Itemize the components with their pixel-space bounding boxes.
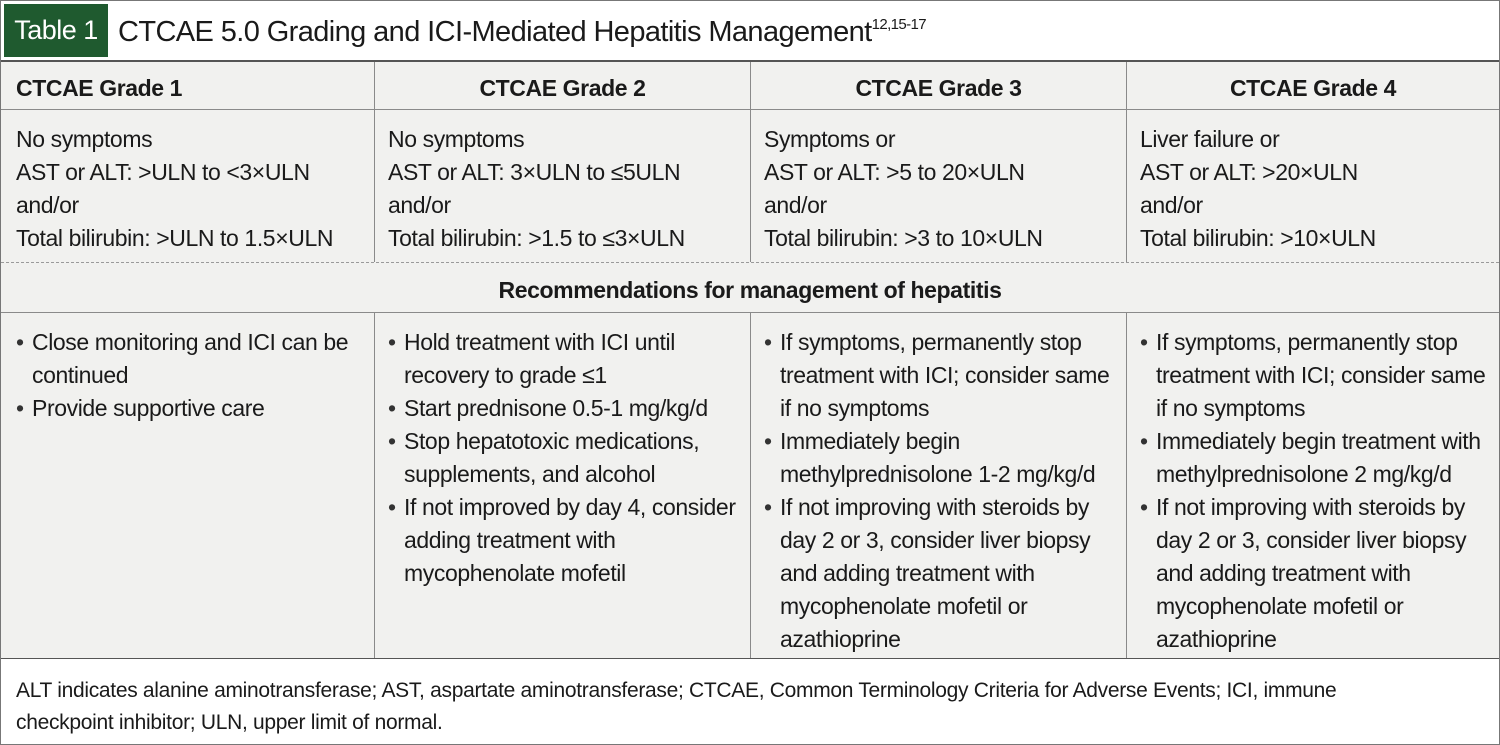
criteria-line: AST or ALT: >ULN to <3×ULN xyxy=(16,159,310,185)
recommendations-grade-2 xyxy=(388,326,746,590)
header-grade-3: CTCAE Grade 3 xyxy=(855,75,1022,101)
criteria-line: and/or xyxy=(764,192,827,218)
footnote-line: checkpoint inhibitor; ULN, upper limit of normal. xyxy=(16,711,443,734)
table-title-bar xyxy=(1,1,1499,62)
footnote-line: ALT indicates alanine aminotransferase; AST, aspartate aminotransferase; CTCAE, Common Terminology Criteria for Adverse Events; ICI, immune xyxy=(16,679,1337,702)
criteria-line: and/or xyxy=(388,192,451,218)
recommendation-item: • Immediately begin methylprednisolone 1-2 mg/kg/d xyxy=(764,425,1122,491)
criteria-line: Symptoms or xyxy=(764,126,896,152)
recommendation-item: • If symptoms, permanently stop treatment with ICI; consider same if no symptoms xyxy=(764,326,1122,425)
recommendation-item: • Immediately begin treatment with methylprednisolone 2 mg/kg/d xyxy=(1140,425,1496,491)
criteria-grade-1 xyxy=(16,123,368,255)
criteria-line: Total bilirubin: >3 to 10×ULN xyxy=(764,225,1043,251)
recommendation-item: • Hold treatment with ICI until recovery to grade ≤1 xyxy=(388,326,746,392)
recommendation-item: • If not improving with steroids by day 2 or 3, consider liver biopsy and adding treatment with mycophenolate mofetil or azathioprine xyxy=(1140,491,1496,656)
criteria-grade-4 xyxy=(1140,123,1492,255)
col-divider-1b xyxy=(374,313,375,658)
criteria-line: Total bilirubin: >1.5 to ≤3×ULN xyxy=(388,225,685,251)
table-footnote xyxy=(1,659,1499,744)
recommendation-item: • Close monitoring and ICI can be continued xyxy=(16,326,368,392)
table-label-badge: Table 1 xyxy=(4,4,108,57)
recommendations-grade-3 xyxy=(764,326,1122,656)
recommendation-item: • Stop hepatotoxic medications, supplements, and alcohol xyxy=(388,425,746,491)
recommendation-item: • If symptoms, permanently stop treatment with ICI; consider same if no symptoms xyxy=(1140,326,1496,425)
criteria-line: AST or ALT: >20×ULN xyxy=(1140,159,1358,185)
col-divider-3b xyxy=(1126,313,1127,658)
recommendation-item: • If not improved by day 4, consider adding treatment with mycophenolate mofetil xyxy=(388,491,746,590)
criteria-line: No symptoms xyxy=(16,126,153,152)
criteria-line: No symptoms xyxy=(388,126,525,152)
header-grade-1: CTCAE Grade 1 xyxy=(16,75,183,101)
criteria-grade-3 xyxy=(764,123,1120,255)
table-title xyxy=(118,1,926,60)
footnote-text xyxy=(16,675,1476,739)
criteria-line: and/or xyxy=(16,192,79,218)
recommendation-item: • Start prednisone 0.5-1 mg/kg/d xyxy=(388,392,746,425)
header-grade-2: CTCAE Grade 2 xyxy=(479,75,646,101)
criteria-line: AST or ALT: 3×ULN to ≤5ULN xyxy=(388,159,681,185)
criteria-line: Liver failure or xyxy=(1140,126,1280,152)
recommendations-grade-4 xyxy=(1140,326,1496,656)
criteria-line: AST or ALT: >5 to 20×ULN xyxy=(764,159,1025,185)
criteria-line: Total bilirubin: >ULN to 1.5×ULN xyxy=(16,225,334,251)
table-title-refs: 12,15-17 xyxy=(871,16,927,33)
header-grade-4: CTCAE Grade 4 xyxy=(1229,75,1397,101)
recommendation-item: • Provide supportive care xyxy=(16,392,368,425)
criteria-grade-2 xyxy=(388,123,744,255)
recommendations-heading: Recommendations for management of hepatitis xyxy=(498,277,1002,303)
recommendation-item: • If not improving with steroids by day 2 or 3, consider liver biopsy and adding treatment with mycophenolate mofetil or azathioprine xyxy=(764,491,1122,656)
criteria-line: and/or xyxy=(1140,192,1203,218)
criteria-line: Total bilirubin: >10×ULN xyxy=(1140,225,1376,251)
table-title-text: CTCAE 5.0 Grading and ICI-Mediated Hepatitis Management xyxy=(118,16,872,48)
recommendations-grade-1 xyxy=(16,326,368,425)
col-divider-2b xyxy=(750,313,751,658)
